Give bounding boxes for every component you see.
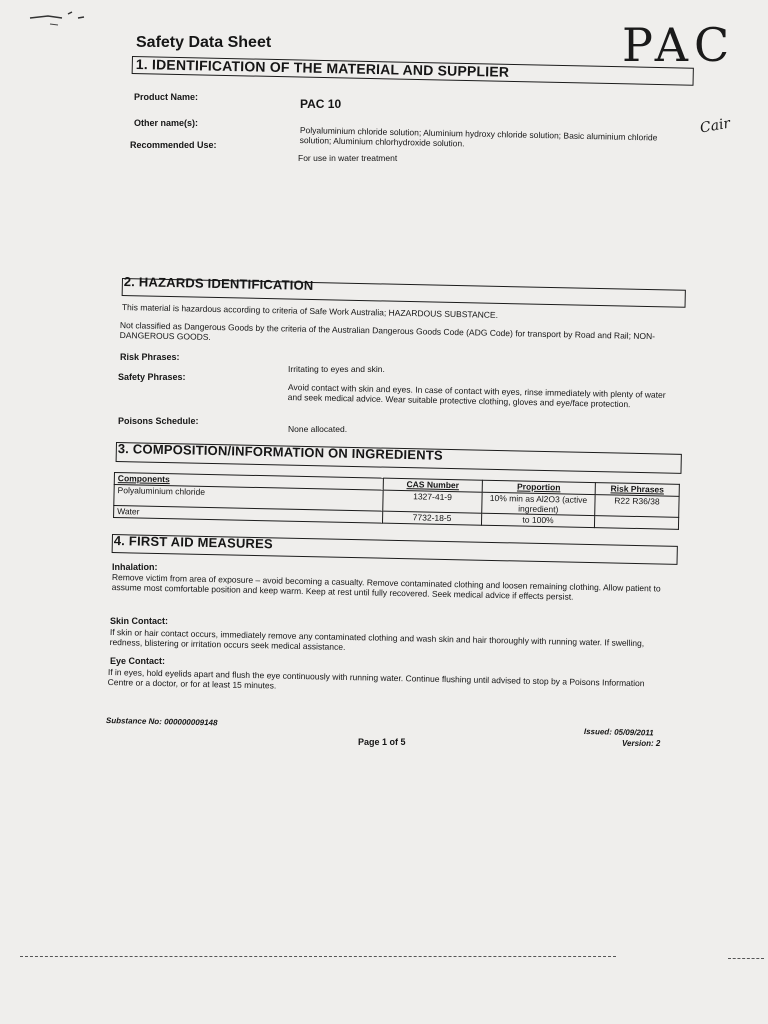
product-name-value: PAC 10: [300, 97, 342, 111]
substance-number: Substance No: 000000009148: [105, 716, 218, 728]
issued-date: Issued: 05/09/2011: [583, 727, 654, 738]
page-number: Page 1 of 5: [358, 737, 406, 747]
product-name-label: Product Name:: [134, 92, 199, 102]
handwritten-note: PAC: [622, 18, 736, 72]
cell-component: Polyaluminium chloride: [114, 485, 383, 512]
version-number: Version: 2: [622, 739, 661, 748]
recommended-use-label: Recommended Use:: [130, 140, 217, 150]
skin-contact-label: Skin Contact:: [110, 616, 169, 626]
cell-risk-phrases: [594, 516, 678, 530]
risk-phrases-value: Irritating to eyes and skin.: [288, 364, 385, 374]
header-proportion: Proportion: [482, 480, 595, 494]
section-1-heading: 1. IDENTIFICATION OF THE MATERIAL AND SUPPLIER: [135, 56, 510, 80]
other-names-value: Polyaluminium chloride solution; Aluminium hydroxy chloride solution; Basic aluminium chloride solution; Aluminium chlorhydroxide solution.: [299, 125, 658, 149]
safety-phrases-label: Safety Phrases:: [118, 372, 186, 382]
section-3-heading: 3. COMPOSITION/INFORMATION ON INGREDIENTS: [117, 441, 443, 463]
inhalation-label: Inhalation:: [112, 562, 158, 572]
cell-proportion: 10% min as Al2O3 (active ingredient): [482, 492, 595, 515]
cell-cas-number: 7732-18-5: [382, 511, 481, 525]
dangerous-goods-statement: Not classified as Dangerous Goods by the criteria of the Australian Dangerous Goods Code (ADG Code) for transport by Road and Rail; NON-DANGEROUS GOODS.: [119, 320, 656, 342]
inhalation-text: Remove victim from area of exposure – avoid becoming a casualty. Remove contaminated clothing and loosen remaining clothing. Allow patient to assume most comfortable position and keep warm. Keep at rest until fully recovered. Seek medical advice if effects persist.: [111, 572, 661, 602]
section-4-heading: 4. FIRST AID MEASURES: [113, 533, 273, 552]
other-names-label: Other name(s):: [134, 118, 199, 128]
header-cas-number: CAS Number: [383, 478, 482, 492]
ingredients-table: [113, 472, 680, 530]
eye-contact-text: If in eyes, hold eyelids apart and flush the eye continuously with running water. Continue flushing until advised to stop by a Poisons Information Centre or a doctor, or for at least 15 minutes.: [107, 667, 645, 691]
scribble-mark: [28, 8, 88, 30]
skin-contact-text: If skin or hair contact occurs, immediately remove any contaminated clothing and wash skin and hair thoroughly with running water. If swelling, redness, blistering or irritation occurs seek medical assistance.: [109, 627, 645, 652]
header-components: Components: [114, 473, 383, 491]
scan-dash-line-right: [728, 958, 764, 959]
cell-risk-phrases: R22 R36/38: [595, 495, 679, 518]
cell-component: Water: [114, 506, 383, 524]
scan-dash-line: [20, 956, 616, 957]
document-title: Safety Data Sheet: [136, 34, 272, 51]
handwritten-small-note: Cair: [698, 115, 732, 137]
cell-proportion: to 100%: [481, 513, 594, 527]
poisons-schedule-label: Poisons Schedule:: [118, 416, 199, 426]
recommended-use-value: For use in water treatment: [298, 153, 398, 163]
hazard-statement: This material is hazardous according to criteria of Safe Work Australia; HAZARDOUS SUBSTANCE.: [121, 302, 499, 320]
header-risk-phrases: Risk Phrases: [595, 483, 679, 497]
eye-contact-label: Eye Contact:: [110, 656, 166, 666]
poisons-schedule-value: None allocated.: [288, 424, 348, 434]
section-2-heading: 2. HAZARDS IDENTIFICATION: [123, 274, 314, 293]
cell-cas-number: 1327-41-9: [383, 490, 482, 513]
safety-phrases-value: Avoid contact with skin and eyes. In case of contact with eyes, rinse immediately with plenty of water and seek medical advice. Wear suitable protective clothing, gloves and eye/face protection.: [287, 382, 666, 410]
risk-phrases-label: Risk Phrases:: [120, 352, 180, 362]
